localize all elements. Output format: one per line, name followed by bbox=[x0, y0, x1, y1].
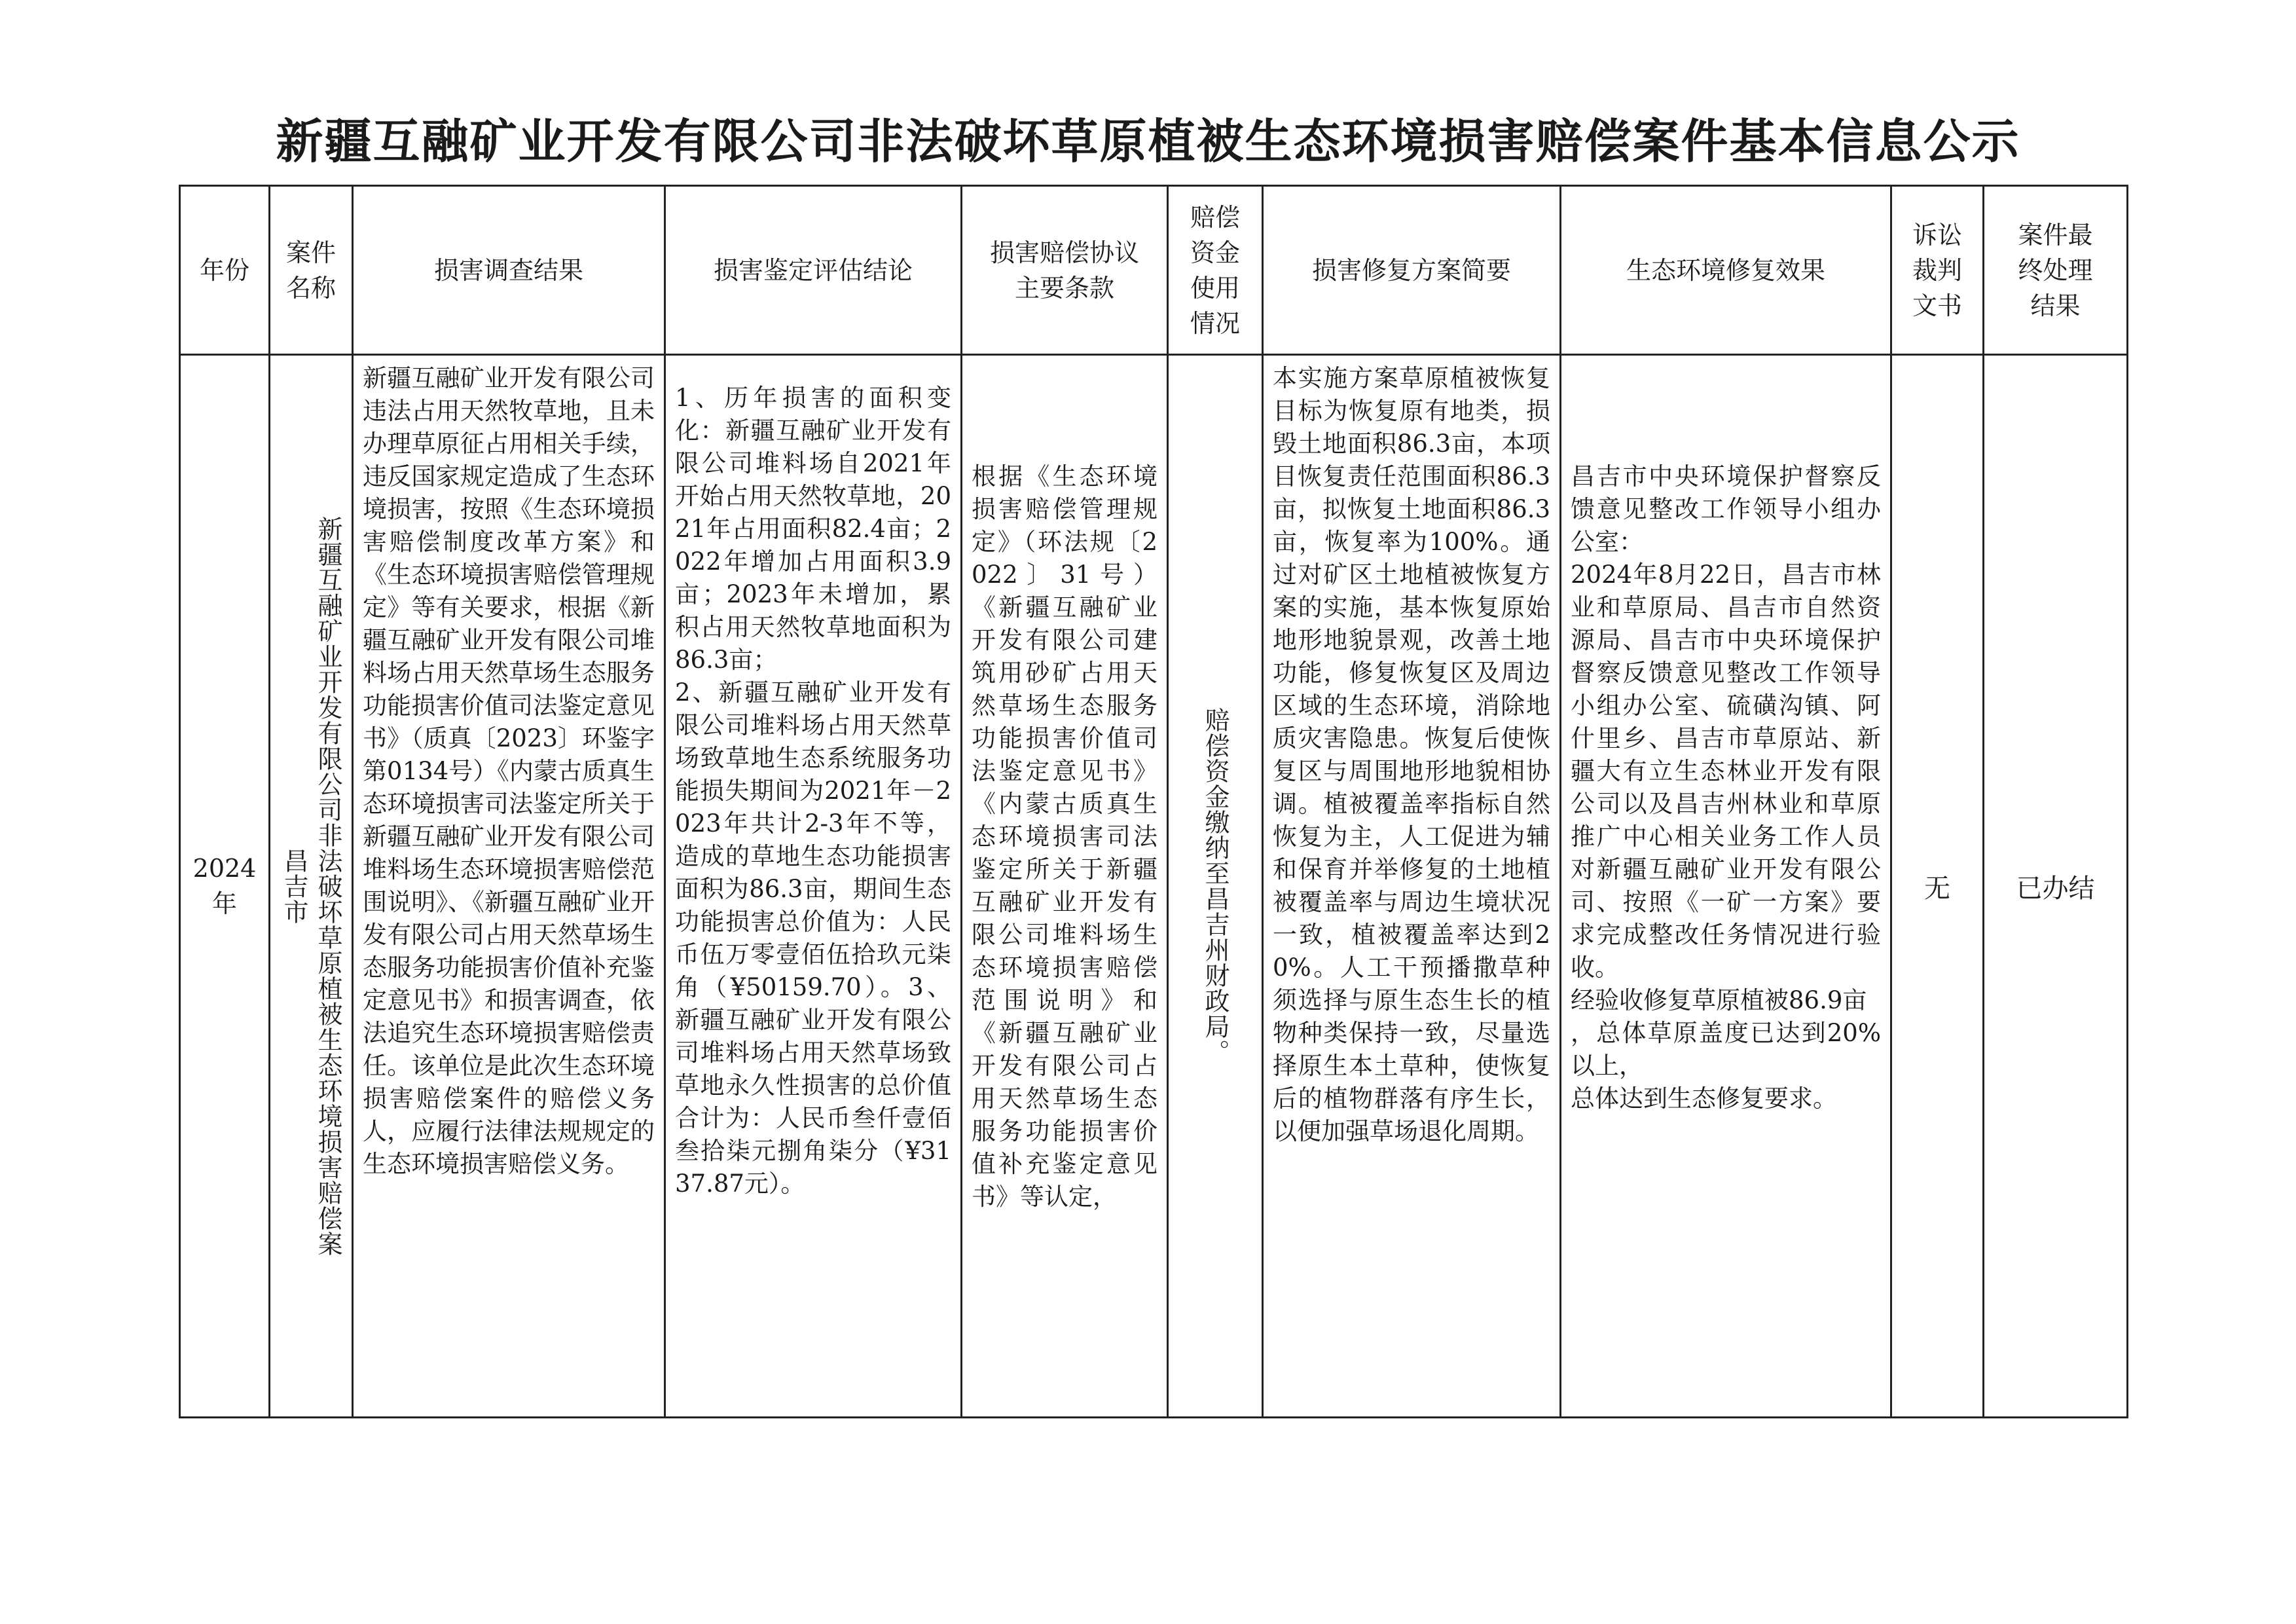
header-year: 年份 bbox=[180, 186, 270, 355]
cell-repair-plan: 本实施方案草原植被恢复目标为恢复原有地类，损毁土地面积86.3亩，本项目恢复责任范围面积86.3亩，拟恢复土地面积86.3亩，恢复率为100%。通过对矿区土地植被恢复方案的实施，基本恢复原始地形地貌景观，改善土地功能，修复恢复区及周边区域的生态环境，消除地质灾害隐患。恢复后使恢复区与周围地形地貌相协调。植被覆盖率指标自然恢复为主，人工促进为辅和保育并举修复的土地植被覆盖率与周边生境状况一致，植被覆盖率达到20%。人工干预播撒草种须选择与原生态生长的植物种类保持一致，尽量选择原生本土草种，使恢复后的植物群落有序生长，以便加强草场退化周期。 bbox=[1263, 355, 1561, 1418]
header-row bbox=[180, 186, 2128, 355]
header-agreement: 损害赔偿协议 主要条款 bbox=[962, 186, 1168, 355]
header-assessment: 损害鉴定评估结论 bbox=[665, 186, 962, 355]
case-info-table bbox=[179, 185, 2128, 1418]
header-final-result: 案件最 终处理 结果 bbox=[1984, 186, 2128, 355]
cell-final-result: 已办结 bbox=[1984, 355, 2128, 1418]
cell-fund-usage: 赔偿资金缴纳至昌吉州财政局。 bbox=[1168, 355, 1263, 1418]
table-row bbox=[180, 355, 2128, 1418]
header-investigation: 损害调查结果 bbox=[353, 186, 665, 355]
case-name-col-2: 昌吉市 bbox=[280, 847, 308, 925]
cell-investigation: 新疆互融矿业开发有限公司违法占用天然牧草地，且未办理草原征占用相关手续，违反国家规定造成了生态环境损害，按照《生态环境损害赔偿制度改革方案》和《生态环境损害赔偿管理规定》等有关要求，根据《新疆互融矿业开发有限公司堆料场占用天然草场生态服务功能损害价值司法鉴定意见书》（质真〔2023〕环鉴字第0134号）《内蒙古质真生态环境损害司法鉴定所关于新疆互融矿业开发有限公司堆料场生态环境损害赔偿范围说明》、《新疆互融矿业开发有限公司占用天然草场生态服务功能损害价值补充鉴定意见书》和损害调查，依法追究生态环境损害赔偿责任。该单位是此次生态环境损害赔偿案件的赔偿义务人，应履行法律法规规定的生态环境损害赔偿义务。 bbox=[353, 355, 665, 1418]
cell-judgment: 无 bbox=[1891, 355, 1984, 1418]
header-repair-plan: 损害修复方案简要 bbox=[1263, 186, 1561, 355]
header-case-name: 案件 名称 bbox=[270, 186, 353, 355]
header-judgment: 诉讼 裁判 文书 bbox=[1891, 186, 1984, 355]
cell-case-name bbox=[270, 355, 353, 1418]
cell-year: 2024 年 bbox=[180, 355, 270, 1418]
header-repair-effect: 生态环境修复效果 bbox=[1561, 186, 1891, 355]
cell-agreement: 根据《生态环境损害赔偿管理规定》（环法规〔2022〕31号）《新疆互融矿业开发有限公司建筑用砂矿占用天然草场生态服务功能损害价值司法鉴定意见书》《内蒙古质真生态环境损害司法鉴定所关于新疆互融矿业开发有限公司堆料场生态环境损害赔偿范围说明》和《新疆互融矿业开发有限公司占用天然草场生态服务功能损害价值补充鉴定意见书》等认定， bbox=[962, 355, 1168, 1418]
cell-assessment: 1、历年损害的面积变化：新疆互融矿业开发有限公司堆料场自2021年开始占用天然牧草地，2021年占用面积82.4亩；2022年增加占用面积3.9亩；2023年未增加，累积占用天然牧草地面积为86.3亩； 2、新疆互融矿业开发有限公司堆料场占用天然草场致草地生态系统服务功能损失期间为2021年－2023年共计2-3年不等，造成的草地生态功能损害面积为86.3亩，期间生态功能损害总价值为：人民币伍万零壹佰伍拾玖元柒角（¥50159.70）。3、新疆互融矿业开发有限公司堆料场占用天然草场致草地永久性损害的总价值合计为：人民币叁仟壹佰叁拾柒元捌角柒分（¥3137.87元）。 bbox=[665, 355, 962, 1418]
header-fund-usage: 赔偿 资金 使用 情况 bbox=[1168, 186, 1263, 355]
case-name-col-1: 新疆互融矿业开发有限公司非法破坏草原植被生态环境损害赔偿案 bbox=[314, 515, 342, 1257]
page-title: 新疆互融矿业开发有限公司非法破坏草原植被生态环境损害赔偿案件基本信息公示 bbox=[276, 113, 2020, 169]
cell-repair-effect: 昌吉市中央环境保护督察反馈意见整改工作领导小组办公室： 2024年8月22日，昌吉市林业和草原局、昌吉市自然资源局、昌吉市中央环境保护督察反馈意见整改工作领导小组办公室、硫磺沟镇、阿什里乡、昌吉市草原站、新疆大有立生态林业开发有限公司以及昌吉州林业和草原推广中心相关业务工作人员对新疆互融矿业开发有限公司、按照《一矿一方案》要求完成整改任务情况进行验收。 经验收修复草原植被86.9亩 ，总体草原盖度已达到20%以上， 总体达到生态修复要求。 bbox=[1561, 355, 1891, 1418]
